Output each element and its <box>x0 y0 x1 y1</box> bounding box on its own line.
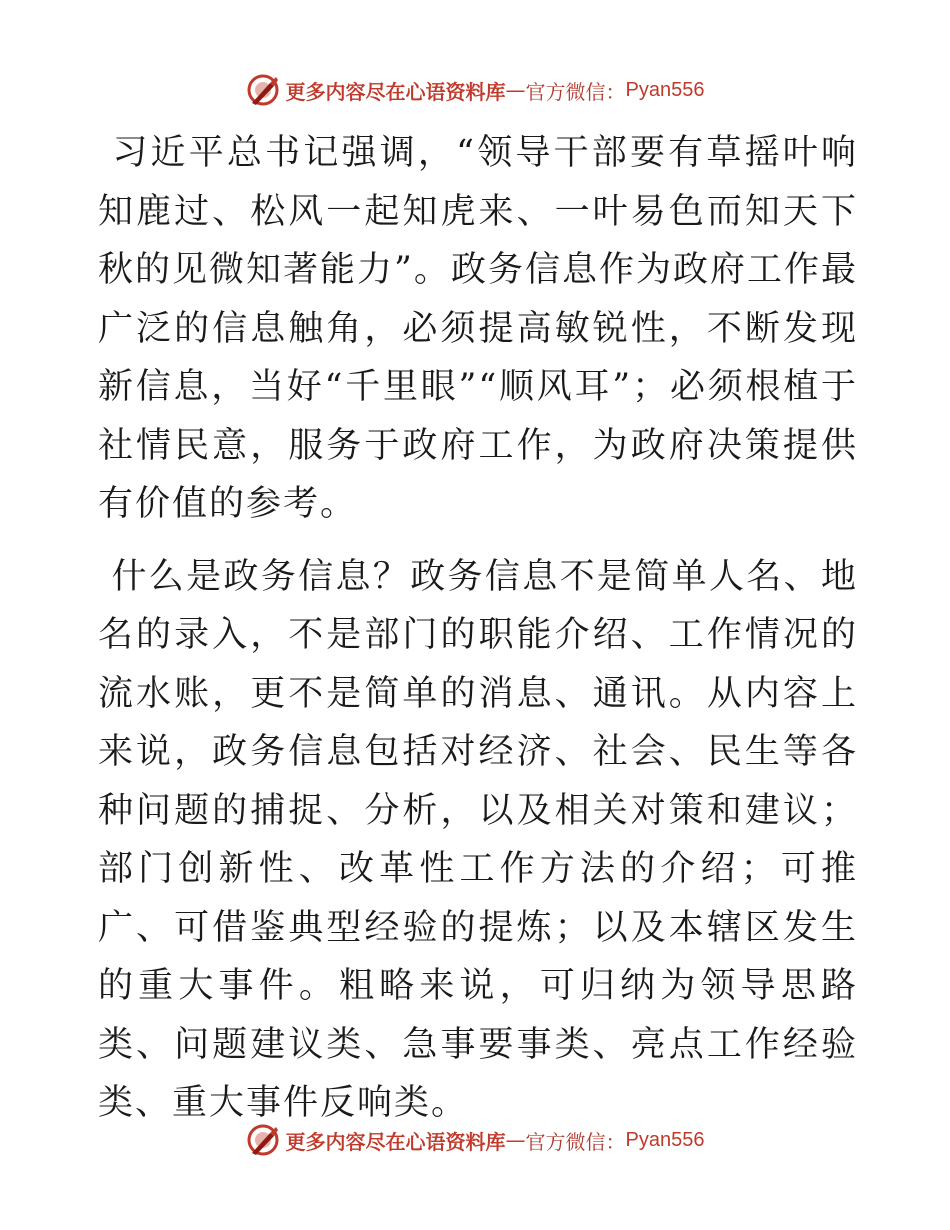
banner-wechat-label: 官方微信： <box>525 79 626 104</box>
banner-separator: — <box>505 78 526 102</box>
banner-wechat-id: Pyan556 <box>625 78 705 101</box>
paragraph-1: 习近平总书记强调，“领导干部要有草摇叶响知鹿过、松风一起知虎来、一叶易色而知天下秋的见微知著能力”。政务信息作为政府工作最广泛的信息触角，必须提高敏锐性，不断发现新信息，当好“千里眼”“顺风耳”；必须根植于社情民意，服务于政府工作，为政府决策提供有价值的参考。 <box>98 133 858 524</box>
banner-wechat-label: 官方微信： <box>525 1129 626 1154</box>
header-watermark-banner <box>0 70 950 110</box>
banner-title: 更多内容尽在心语资料库 <box>285 79 506 104</box>
footer-watermark-banner <box>0 1120 950 1160</box>
pen-logo-icon <box>246 1123 280 1157</box>
document-body <box>98 124 858 1133</box>
paragraph-2: 什么是政务信息？政务信息不是简单人名、地名的录入，不是部门的职能介绍、工作情况的流水账，更不是简单的消息、通讯。从内容上来说，政务信息包括对经济、社会、民生等各种问题的捕捉、分析，以及相关对策和建议；部门创新性、改革性工作方法的介绍；可推广、可借鉴典型经验的提炼；以及本辖区发生的重大事件。粗略来说，可归纳为领导思路类、问题建议类、急事要事类、亮点工作经验类、重大事件反响类。 <box>98 556 858 1123</box>
banner-wechat-id: Pyan556 <box>625 1128 705 1151</box>
banner-separator: — <box>505 1128 526 1152</box>
banner-title: 更多内容尽在心语资料库 <box>285 1129 506 1154</box>
pen-logo-icon <box>246 73 280 107</box>
